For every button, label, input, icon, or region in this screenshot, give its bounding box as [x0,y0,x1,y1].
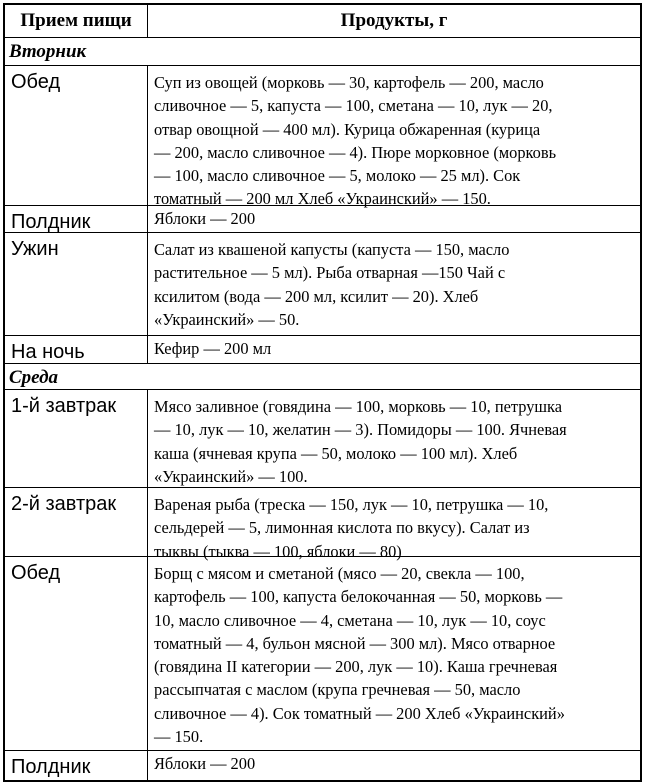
product-line: (говядина II категории — 200, лук — 10). Каша гречневая [154,657,558,677]
products-cell [148,557,640,750]
product-line: 10, масло сливочное — 4, сметана — 10, лук — 10, соус [154,610,546,630]
header-products: Продукты, г [340,10,448,31]
product-line: томатный — 200 мл Хлеб «Украинский» — 150. [154,189,491,209]
product-line: отвар овощной — 400 мл). Курица обжаренная (курица [154,119,541,139]
table-row [5,556,640,750]
products-cell [148,390,640,487]
product-line: рассыпчатая с маслом (крупа гречневая — 50, масло [154,680,521,700]
product-line: растительное — 5 мл). Рыба отварная —150 Чай с [154,263,506,283]
meal-cell: Полдник [5,751,148,780]
meal-cell: Ужин [5,233,148,335]
meal-plan-table [3,3,642,782]
product-line: — 200, масло сливочное — 4). Пюре морковное (морковь [154,142,557,162]
product-line: Вареная рыба (треска — 150, лук — 10, петрушка — 10, [154,495,549,514]
product-line: — 10, лук — 10, желатин — 3). Помидоры — 100. Ячневая [154,420,567,440]
products-cell [148,206,640,232]
meal-cell: Обед [5,66,148,205]
section-row-wednesday [5,363,640,389]
section-row-tuesday [5,37,640,65]
product-line: сливочное — 5, капуста — 100, сметана — 10, лук — 20, [154,96,553,116]
product-line: Кефир — 200 мл [154,339,272,358]
product-line: томатный — 4, бульон мясной — 300 мл). Мясо отварное [154,633,556,653]
product-line: Мясо заливное (говядина — 100, морковь — 10, петрушка [154,397,563,416]
product-line: — 150. [154,727,204,747]
product-line: «Украинский» — 50. [154,309,300,329]
table-row [5,232,640,335]
product-line: сельдерей — 5, лимонная кислота по вкусу). Салат из [154,518,530,538]
table-row [5,335,640,363]
table-header-row [5,5,640,37]
product-line: Суп из овощей (морковь — 30, картофель — 200, масло [154,73,544,92]
table-row [5,205,640,232]
product-line: «Украинский» — 100. [154,466,308,486]
product-line: сливочное — 4). Сок томатный — 200 Хлеб «Украинский» [154,703,565,723]
product-line: тыквы (тыква — 100, яблоки — 80) [154,541,402,561]
table-row [5,487,640,561]
section-title: Вторник [9,41,87,62]
products-cell [148,336,640,363]
product-line: Яблоки — 200 [154,209,256,228]
products-cell [148,233,640,335]
meal-cell: 1-й завтрак [5,390,148,487]
products-cell [148,488,640,561]
table-row [5,389,640,487]
product-line: картофель — 100, капуста белокочанная — 50, морковь — [154,587,563,607]
product-line: Яблоки — 200 [154,754,256,773]
section-title: Среда [9,367,59,388]
meal-cell: 2-й завтрак [5,488,148,556]
product-line: Борщ с мясом и сметаной (мясо — 20, свекла — 100, [154,564,525,583]
product-line: каша (ячневая крупа — 50, молоко — 100 мл). Хлеб [154,443,518,463]
products-cell [148,66,640,209]
product-line: Салат из квашеной капусты (капуста — 150, масло [154,240,510,259]
table-row [5,65,640,209]
meal-cell: На ночь [5,336,148,363]
product-line: — 100, масло сливочное — 5, молоко — 25 мл). Сок [154,166,521,186]
meal-cell: Полдник [5,206,148,232]
header-meal: Прием пищи [5,5,148,37]
meal-cell: Обед [5,557,148,750]
product-line: ксилитом (вода — 200 мл, ксилит — 20). Хлеб [154,286,479,306]
